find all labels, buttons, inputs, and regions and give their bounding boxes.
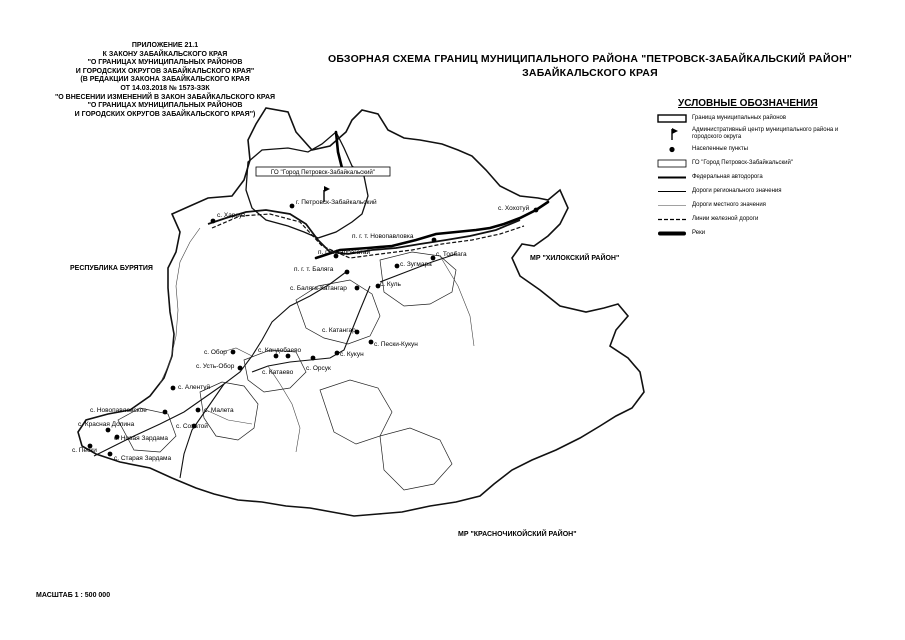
legend-item <box>656 228 896 239</box>
legend-item <box>656 158 896 169</box>
flag-icon <box>656 129 688 140</box>
settlement-dot-icon <box>656 144 688 155</box>
map-scale: МАСШТАБ 1 : 500 000 <box>36 592 111 599</box>
river-icon <box>656 228 688 239</box>
settlement-label: с. Хохотуй <box>498 205 530 212</box>
settlement-dot <box>286 354 291 359</box>
legend-item <box>656 214 896 225</box>
settlement-dot <box>311 356 316 361</box>
neighbor-west-label: РЕСПУБЛИКА БУРЯТИЯ <box>70 265 153 272</box>
appendix-line: И ГОРОДСКИХ ОКРУГОВ ЗАБАЙКАЛЬСКОГО КРАЯ" <box>75 67 255 75</box>
legend-item-label: Линии железной дороги <box>692 216 759 222</box>
legend-item-label: ГО "Город Петровск-Забайкальский" <box>692 160 794 166</box>
legend-item <box>656 172 896 183</box>
settlement-dot <box>231 350 236 355</box>
settlement-label: с. Сохатой <box>176 423 208 430</box>
settlement-dot <box>171 386 176 391</box>
settlement-label: с. Кандобаево <box>258 347 302 354</box>
settlement-label: с. Красная Долина <box>78 421 135 428</box>
settlement-label: с. Новая Зардама <box>114 435 168 442</box>
legend-item <box>656 144 896 155</box>
appendix-line: "О ГРАНИЦАХ МУНИЦИПАЛЬНЫХ РАЙОНОВ <box>87 102 243 110</box>
appendix-line: "О ГРАНИЦАХ МУНИЦИПАЛЬНЫХ РАЙОНОВ <box>87 59 243 67</box>
city-district-box-icon <box>656 158 688 169</box>
settlement-label: с. Баляга-Катангар <box>290 285 347 292</box>
neighbor-labels <box>70 253 619 538</box>
district-border-symbol-icon <box>656 113 688 124</box>
settlement-label: с. Пески-Кукун <box>374 341 418 348</box>
appendix-line: К ЗАКОНУ ЗАБАЙКАЛЬСКОГО КРАЯ <box>102 50 228 58</box>
legend-item-label: Дороги регионального значения <box>692 188 782 194</box>
settlement-label: с. Пески <box>72 447 97 454</box>
settlement-label: с. Харауз <box>217 212 246 219</box>
legend-title: УСЛОВНЫЕ ОБОЗНАЧЕНИЯ <box>678 98 818 109</box>
neighbor-south-label: МР "КРАСНОЧИКОЙСКИЙ РАЙОН" <box>458 531 577 538</box>
legend <box>656 98 896 242</box>
settlement-dot <box>395 264 400 269</box>
settlement-label: с. Толбага <box>436 251 467 258</box>
legend-item-label: Реки <box>692 230 706 236</box>
settlement-label: с. Алентуй <box>178 384 211 391</box>
legend-item-label: Граница муниципальных районов <box>692 115 787 121</box>
settlement-label: с. Кукун <box>340 351 364 358</box>
legend-item <box>656 127 896 141</box>
settlement-label: с. Новопавловское <box>90 407 147 414</box>
legend-item-label: Дороги местного значения <box>692 202 766 208</box>
city-district-label: ГО "Город Петровск-Забайкальский" <box>270 169 376 176</box>
legend-item-label: Административный центр муниципального района и городского округа <box>692 127 839 140</box>
legend-item-label: Населенные пункты <box>692 146 748 152</box>
settlement-label: с. Орсук <box>306 365 331 372</box>
appendix-line: И ГОРОДСКИХ ОКРУГОВ ЗАБАЙКАЛЬСКОГО КРАЯ") <box>74 110 256 118</box>
neighbor-east-label: МР "ХИЛОКСКИЙ РАЙОН" <box>530 255 620 262</box>
settlement-dot <box>211 219 216 224</box>
appendix-line: ОТ 14.03.2018 № 1573-ЗЗК <box>120 84 210 92</box>
appendix-line: (В РЕДАКЦИИ ЗАКОНА ЗАБАЙКАЛЬСКОГО КРАЯ <box>80 76 250 84</box>
map-title-line-1: ОБЗОРНАЯ СХЕМА ГРАНИЦ МУНИЦИПАЛЬНОГО РАЙОНА "ПЕТРОВСК-ЗАБАЙКАЛЬСКИЙ РАЙОН" <box>327 53 853 65</box>
settlement-label: п. г. т. Новопавловка <box>352 233 414 240</box>
regional-roads <box>94 254 456 478</box>
appendix-line: "О ВНЕСЕНИИ ИЗМЕНЕНИЙ В ЗАКОН ЗАБАЙКАЛЬСКОГО КРАЯ <box>54 93 276 101</box>
settlement-dot <box>290 204 295 209</box>
settlement-dot <box>196 408 201 413</box>
settlement-label: с. Катангар <box>322 327 356 334</box>
settlement-dot <box>345 270 350 275</box>
settlement-dot <box>106 428 111 433</box>
settlement-dot <box>238 366 243 371</box>
settlement-label: с. Куль <box>380 281 401 288</box>
settlement-dot <box>274 354 279 359</box>
settlement-label: г. Петровск-Забайкальский <box>296 199 377 206</box>
settlement-dot <box>335 351 340 356</box>
map-title-line-2: ЗАБАЙКАЛЬСКОГО КРАЯ <box>522 67 658 79</box>
settlement-label: п. г. т. Тарбагатай <box>318 249 371 256</box>
settlement-label: с. Катаево <box>262 369 294 376</box>
regional-road-icon <box>656 186 688 197</box>
settlement-label: с. Зугмара <box>400 261 432 268</box>
legend-item <box>656 200 896 211</box>
railway-icon <box>656 214 688 225</box>
legend-item <box>656 113 896 124</box>
settlement-dot <box>369 340 374 345</box>
settlement-label: с. Усть-Обор <box>196 363 235 370</box>
settlement-dot <box>355 286 360 291</box>
settlement-dot <box>432 238 437 243</box>
settlement-dot <box>534 208 539 213</box>
legend-item-label: Федеральная автодорога <box>692 174 763 180</box>
settlement-dot <box>163 410 168 415</box>
local-road-icon <box>656 200 688 211</box>
settlement-dot <box>108 452 113 457</box>
city-district-border <box>246 132 368 238</box>
settlement-label: с. Обор <box>204 349 227 356</box>
settlement-label: п. г. т. Балягa <box>294 266 334 273</box>
settlement-label: с. Малета <box>204 407 234 414</box>
legend-item <box>656 186 896 197</box>
settlement-label: с. Старая Зардама <box>114 455 172 462</box>
appendix-line: ПРИЛОЖЕНИЕ 21.1 <box>131 42 199 49</box>
federal-road-icon <box>656 172 688 183</box>
settlement-dots <box>88 204 539 457</box>
settlement-dot <box>431 256 436 261</box>
